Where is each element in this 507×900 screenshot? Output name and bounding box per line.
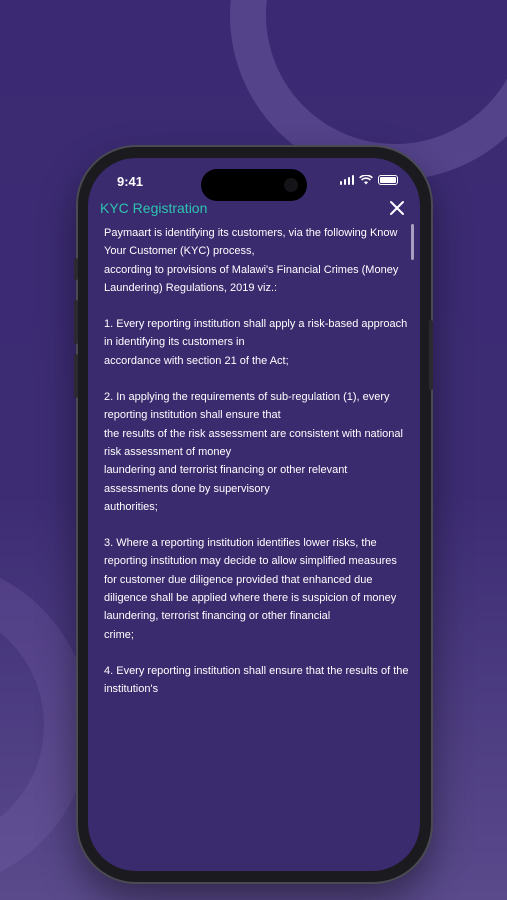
clause-2: 2. In applying the requirements of sub-regulation (1), every reporting institution shall ensure that the results of the risk assessment are consistent with national risk assessment of money laundering and terrorist financing or other relevant assessments done by supervisory authorities; xyxy=(104,391,403,513)
camera-icon xyxy=(284,178,298,192)
background-arc xyxy=(0,560,90,890)
dynamic-island xyxy=(201,169,307,201)
wifi-icon xyxy=(359,175,373,185)
intro-paragraph: Paymaart is identifying its customers, via the following Know Your Customer (KYC) process, according to provisions of Malawi's Financial Crimes (Money Laundering) Regulations, 2019 viz.: xyxy=(104,227,399,294)
scrollbar[interactable] xyxy=(411,224,414,260)
phone-screen xyxy=(88,158,420,871)
volume-up-button xyxy=(74,300,78,344)
page-title: KYC Registration xyxy=(100,200,208,216)
clause-1: 1. Every reporting institution shall apply a risk-based approach in identifying its customers in accordance with section 21 of the Act; xyxy=(104,318,408,367)
kyc-terms-text[interactable] xyxy=(104,224,410,717)
close-icon[interactable] xyxy=(388,199,406,217)
volume-down-button xyxy=(74,354,78,398)
battery-icon xyxy=(378,175,398,185)
clause-3: 3. Where a reporting institution identifies lower risks, the reporting institution may decide to allow simplified measures for customer due diligence provided that enhanced due diligence shall be applied where there is suspicion of money laundering, terrorist financing or other financial crime; xyxy=(104,537,397,641)
status-icons xyxy=(340,175,399,185)
power-button xyxy=(429,320,433,390)
clause-4: 4. Every reporting institution shall ensure that the results of the institution's xyxy=(104,664,409,696)
mute-switch xyxy=(74,258,78,280)
signal-icon xyxy=(340,175,355,185)
status-time: 9:41 xyxy=(117,174,144,189)
